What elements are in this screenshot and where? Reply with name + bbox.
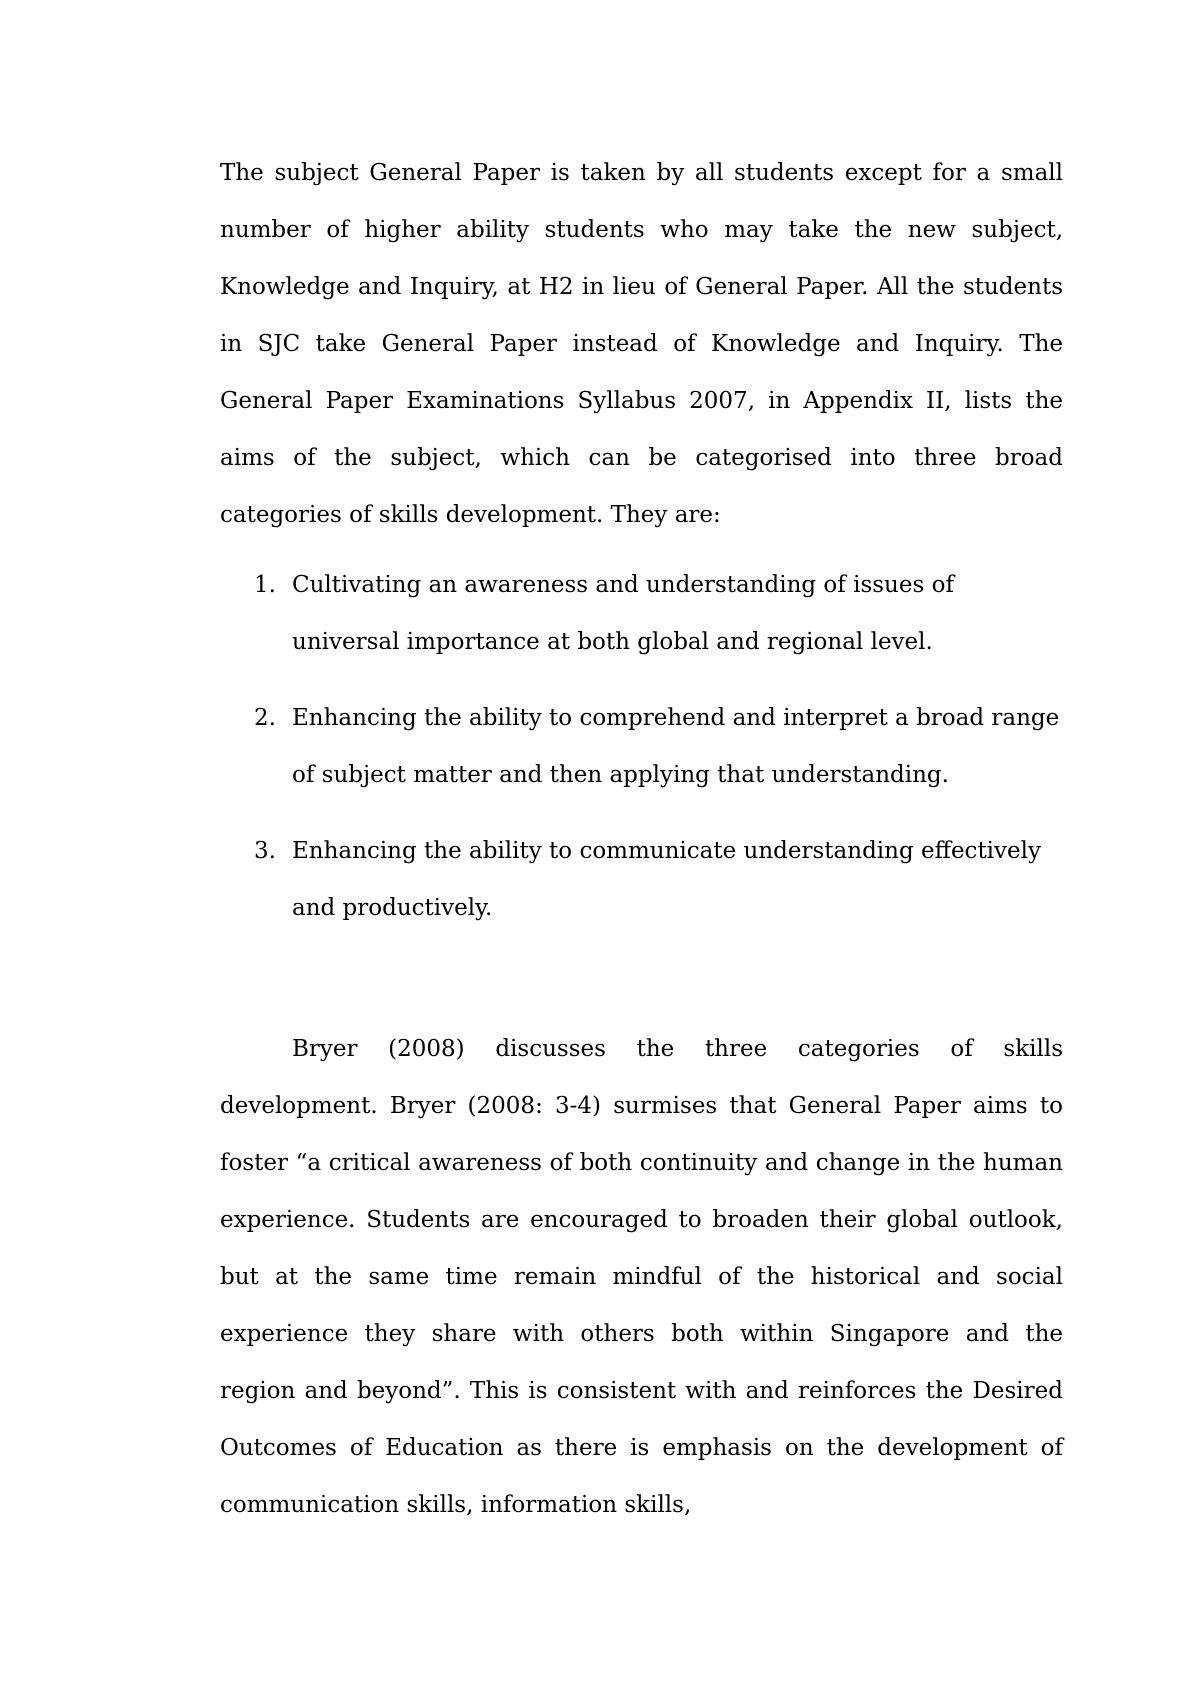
aims-list <box>220 557 1063 956</box>
list-number: 2. <box>254 705 276 731</box>
list-number: 1. <box>254 572 276 598</box>
list-item-text: Enhancing the ability to comprehend and interpret a broad range of subject matter and then applying that understanding. <box>292 705 1060 788</box>
list-number: 3. <box>254 838 276 864</box>
list-item-text: Enhancing the ability to communicate understanding effectively and productively. <box>292 838 1041 921</box>
list-item-text: Cultivating an awareness and understanding of issues of universal importance at both global and regional level. <box>292 572 954 655</box>
list-item <box>220 823 1063 937</box>
intro-paragraph: The subject General Paper is taken by all students except for a small number of higher ability students who may take the new subject, Knowledge and Inquiry, at H2 in lieu of General Paper. All the students in SJC take General Paper instead of Knowledge and Inquiry. The General Paper Examinations Syllabus 2007, in Appendix II, lists the aims of the subject, which can be categorised into three broad categories of skills development. They are: <box>220 160 1063 528</box>
body-paragraph: Bryer (2008) discusses the three categories of skills development. Bryer (2008: 3-4) surmises that General Paper aims to foster “a critical awareness of both continuity and change in the human experience. Students are encouraged to broaden their global outlook, but at the same time remain mindful of the historical and social experience they share with others both within Singapore and the region and beyond”. This is consistent with and reinforces the Desired Outcomes of Education as there is emphasis on the development of communication skills, information skills, <box>220 1036 1063 1518</box>
list-item <box>220 557 1063 671</box>
list-item <box>220 690 1063 804</box>
